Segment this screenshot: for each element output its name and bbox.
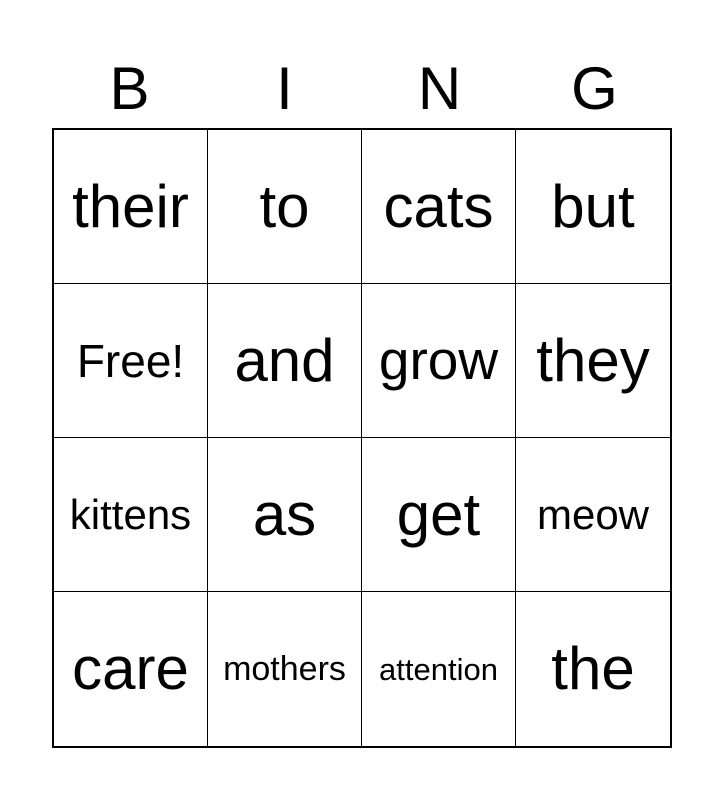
free-space-cell: Free! (54, 284, 208, 438)
header-letter-i: I (276, 55, 293, 122)
header-letter-b: B (109, 55, 150, 122)
bingo-header (52, 50, 672, 128)
bingo-cell: meow (516, 438, 670, 592)
bingo-cell: they (516, 284, 670, 438)
bingo-cell: cats (362, 130, 516, 284)
bingo-cell: their (54, 130, 208, 284)
bingo-cell: the (551, 635, 635, 702)
bingo-board (52, 128, 672, 748)
bingo-cell: to (208, 130, 362, 284)
bingo-cell: and (208, 284, 362, 438)
bingo-cell: grow (362, 284, 516, 438)
header-letter-n: N (417, 55, 462, 122)
bingo-cell: kittens (54, 438, 208, 592)
header-letter-g: G (571, 55, 618, 122)
bingo-cell: attention (362, 592, 516, 746)
bingo-cell: care (54, 592, 208, 746)
bingo-cell: but (516, 130, 670, 284)
bingo-cell: get (362, 438, 516, 592)
bingo-cell: mothers (208, 592, 362, 746)
bingo-cell: as (208, 438, 362, 592)
